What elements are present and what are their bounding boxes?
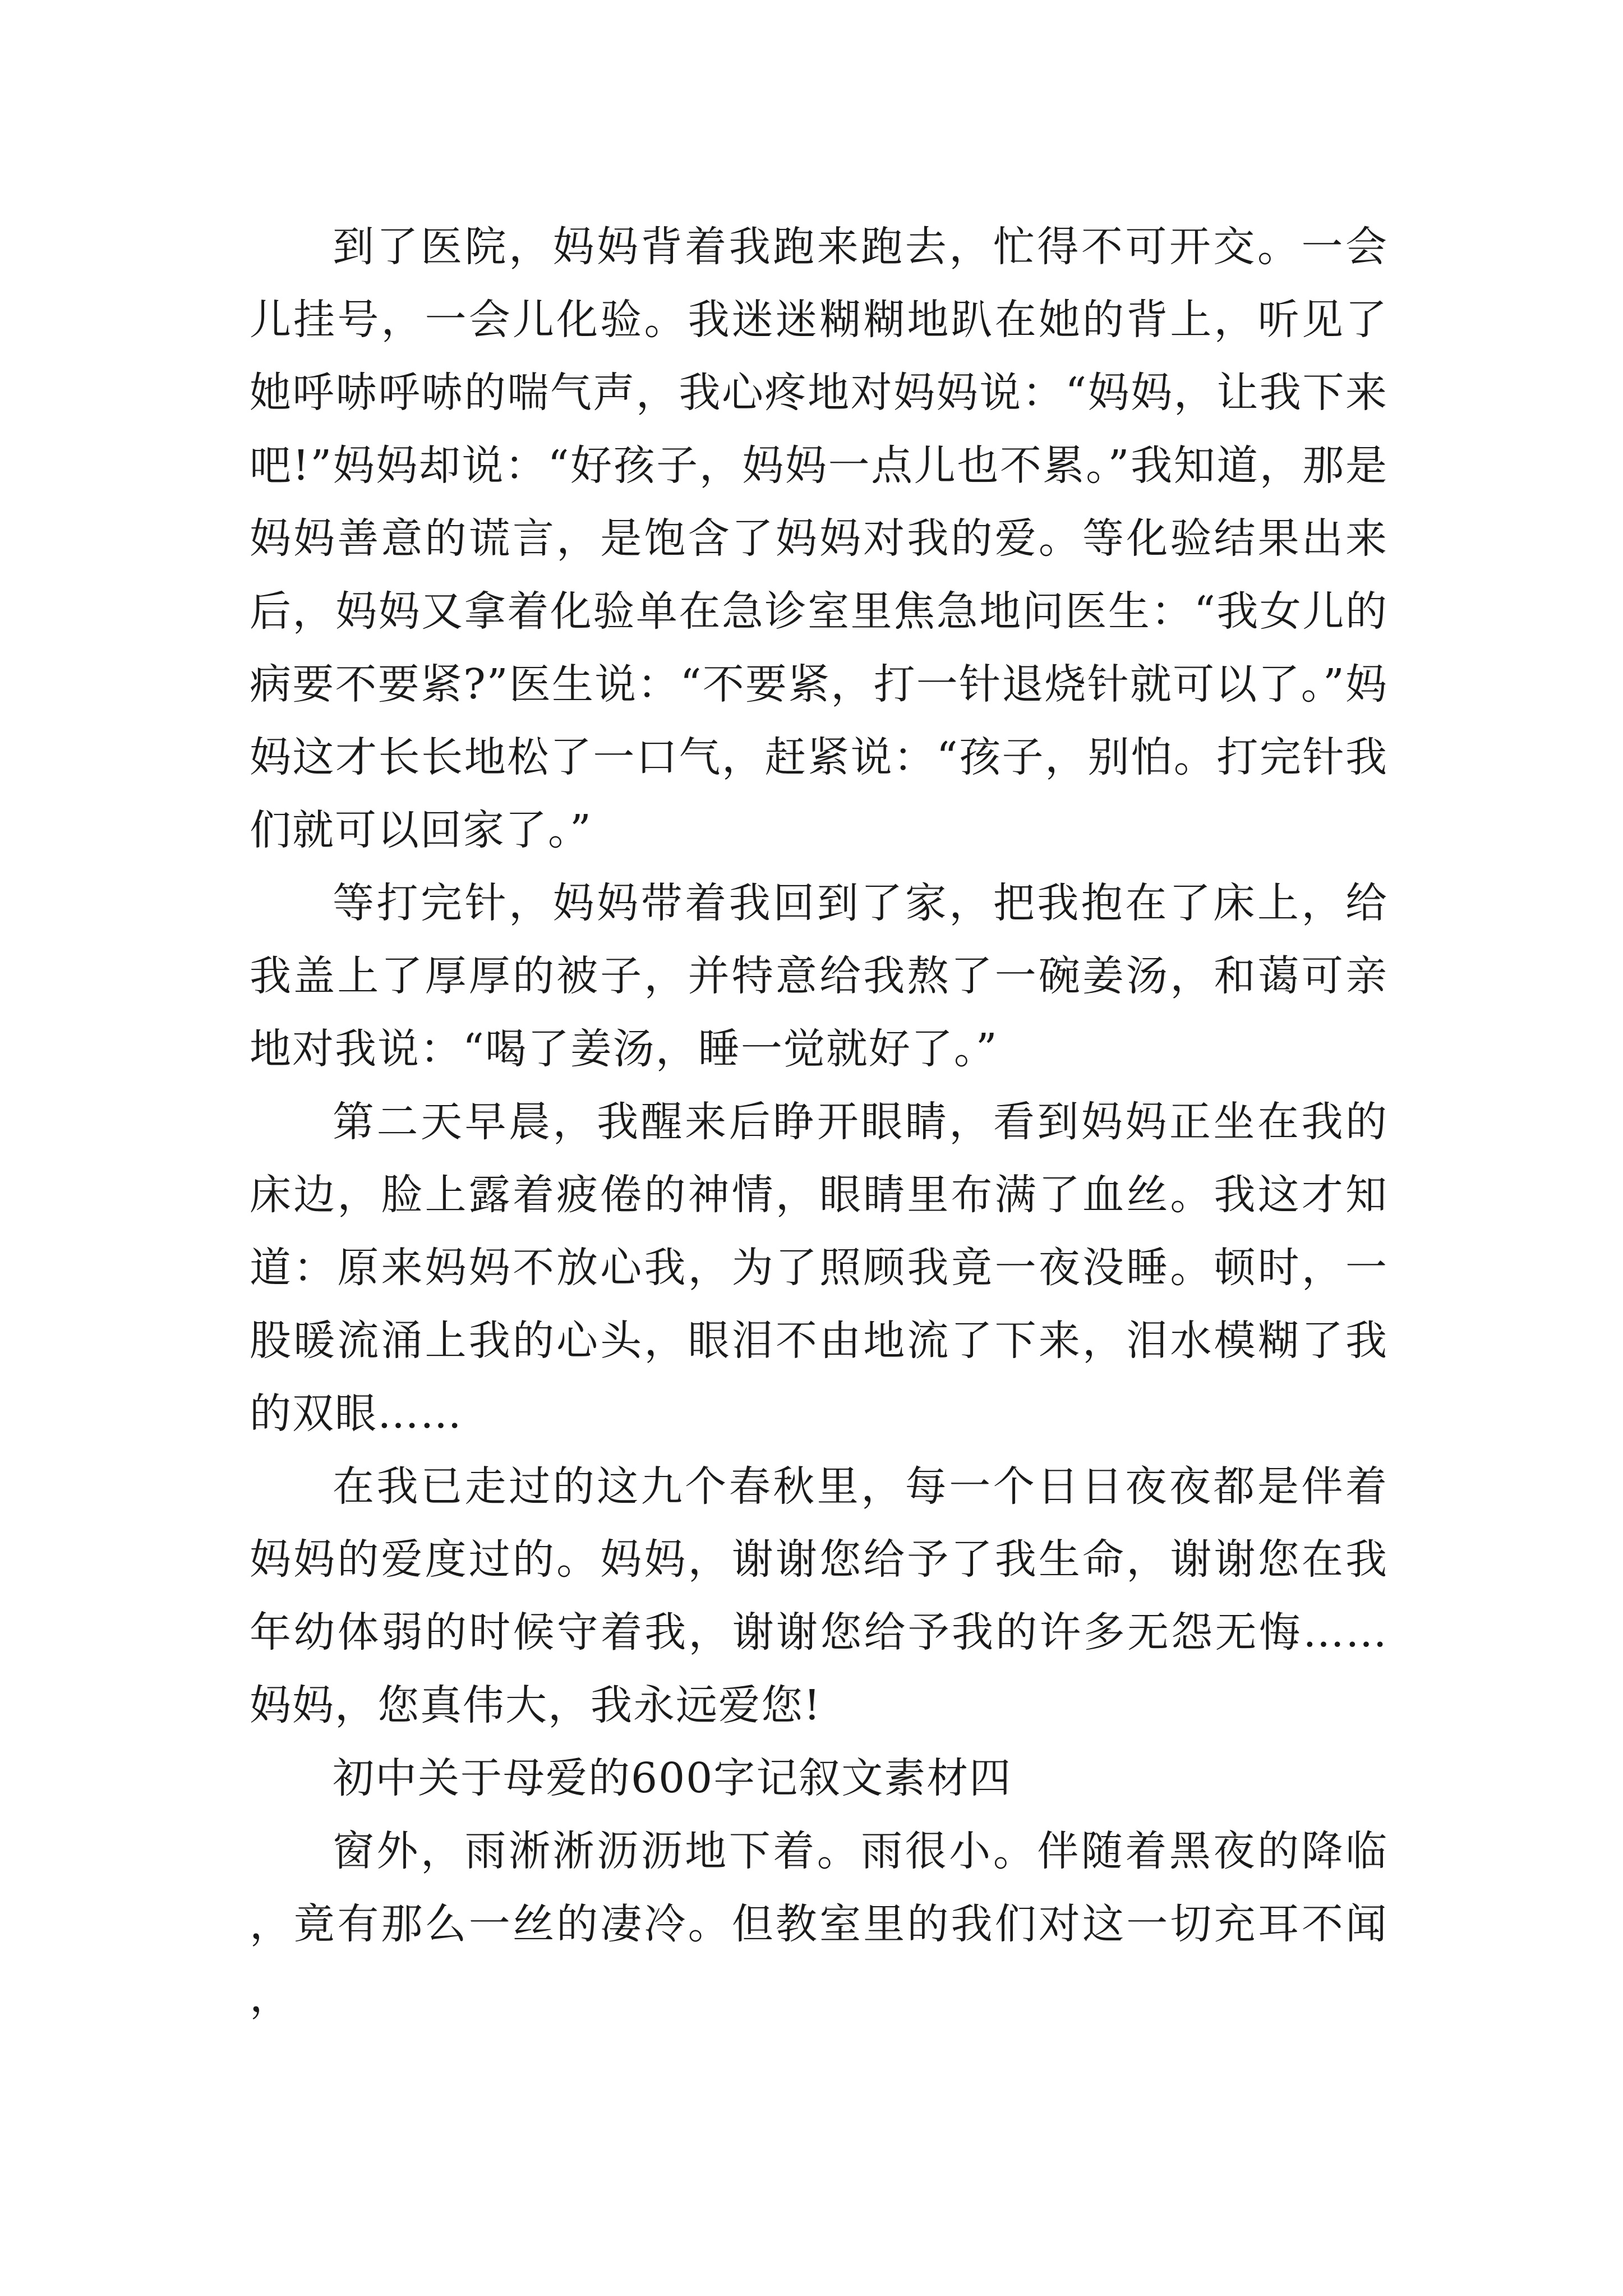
section-heading: 初中关于母爱的600字记叙文素材四 [333,1754,1012,1802]
paragraph-next-morning: 第二天早晨，我醒来后睁开眼睛，看到妈妈正坐在我的床边，脸上露着疲倦的神情，眼睛里布满了血丝。我这才知道：原来妈妈不放心我，为了照顾我竟一夜没睡。顿时，一股暖流涌上我的心头，眼泪不由地流了下来，泪水模糊了我的双眼…… [250,1098,1388,1438]
document-page [250,210,1388,2033]
paragraph-hospital: 到了医院，妈妈背着我跑来跑去，忙得不可开交。一会儿挂号，一会儿化验。我迷迷糊糊地趴在她的背上，听见了她呼哧呼哧的喘气声，我心疼地对妈妈说：“妈妈，让我下来吧!”妈妈却说：“好孩子，妈妈一点儿也不累。”我知道，那是妈妈善意的谎言，是饱含了妈妈对我的爱。等化验结果出来后，妈妈又拿着化验单在急诊室里焦急地问医生：“我女儿的病要不要紧?”医生说：“不要紧，打一针退烧针就可以了。”妈妈这才长长地松了一口气，赶紧说：“孩子，别怕。打完针我们就可以回家了。” [250,223,1388,854]
paragraph-gratitude: 在我已走过的这九个春秋里，每一个日日夜夜都是伴着妈妈的爱度过的。妈妈，谢谢您给予了我生命，谢谢您在我年幼体弱的时候守着我，谢谢您给予我的许多无怨无悔……妈妈，您真伟大，我永远爱您! [250,1462,1388,1729]
paragraph-rain: 窗外，雨淅淅沥沥地下着。雨很小。伴随着黑夜的降临，竟有那么一丝的凄冷。但教室里的我们对这一切充耳不闻， [250,1827,1388,2021]
paragraph-home: 等打完针，妈妈带着我回到了家，把我抱在了床上，给我盖上了厚厚的被子，并特意给我熬了一碗姜汤，和蔼可亲地对我说：“喝了姜汤，睡一觉就好了。” [250,879,1388,1073]
